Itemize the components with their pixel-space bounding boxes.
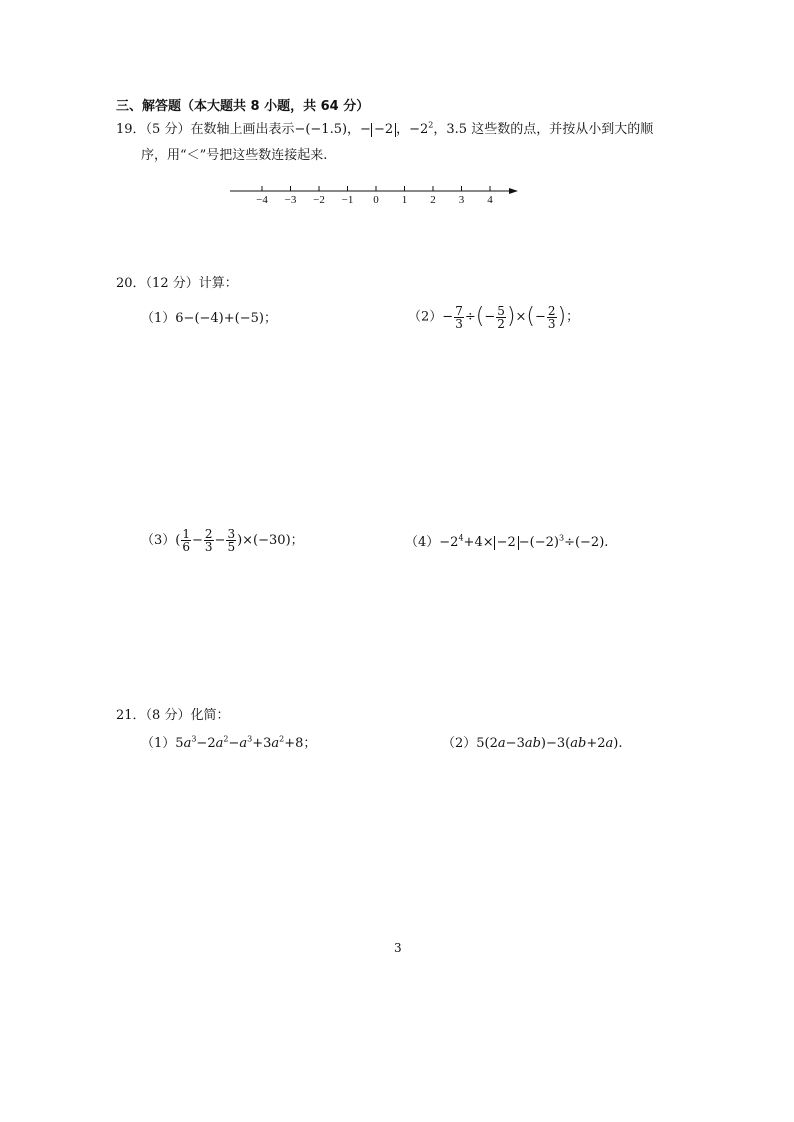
- numerator: 2: [204, 527, 213, 541]
- question-20: [116, 271, 238, 297]
- term: +2: [586, 736, 606, 751]
- expression: 6−(−4)+(−5)；: [175, 311, 277, 326]
- term: 5(2: [476, 736, 498, 751]
- term: −3: [505, 736, 525, 751]
- question-points: （8 分）: [145, 708, 191, 723]
- fraction: [226, 528, 236, 553]
- question-number: 19．: [116, 122, 146, 137]
- sign: −: [484, 309, 496, 325]
- part-label: （1）: [141, 736, 176, 751]
- numerator: 1: [182, 527, 190, 541]
- denominator: 3: [204, 540, 213, 554]
- part-label: （3）: [141, 533, 176, 548]
- number-line-tick-label: 2: [430, 194, 436, 206]
- operator: −: [214, 533, 226, 548]
- number-line-tick-label: 1: [401, 194, 408, 206]
- variable: ab: [524, 736, 541, 751]
- numerator: 5: [497, 303, 505, 318]
- number-line-tick-label: −4: [256, 194, 268, 206]
- denominator: 3: [455, 316, 463, 331]
- question-text: ，−2: [396, 122, 429, 137]
- expression: +4×: [463, 535, 494, 550]
- part-label: （4）: [405, 535, 440, 550]
- denominator: 3: [547, 316, 556, 331]
- sign: −: [534, 309, 546, 325]
- question-points: （5 分）: [145, 122, 191, 137]
- q20-part-1: [141, 306, 277, 332]
- denominator: 5: [227, 540, 236, 554]
- number-line-tick-label: 0: [373, 194, 379, 206]
- q21-part-2: [442, 731, 622, 757]
- question-21: [116, 703, 229, 729]
- variable: a: [239, 736, 248, 751]
- exponent: 3: [191, 734, 197, 744]
- term: +8；: [284, 736, 317, 751]
- question-text: ，3.5 这些数的点，并按从小到大的顺: [433, 122, 654, 137]
- term: )−3(: [540, 736, 571, 751]
- question-19-line2: 序，用“＜”号把这些数连接起来.: [141, 148, 328, 163]
- exponent: 2: [223, 734, 229, 744]
- part-label: （2）: [408, 309, 443, 325]
- expression: −(−2): [518, 535, 559, 550]
- number-line-tick-label: −1: [341, 194, 354, 206]
- section-title: 三、解答题（本大题共 8 小题，共 64 分）: [116, 99, 370, 114]
- fraction: [181, 528, 191, 553]
- question-instruction: 计算：: [198, 276, 238, 291]
- numerator: 3: [227, 527, 236, 541]
- expression: ÷(−2).: [564, 535, 609, 550]
- q20-part-4: [405, 530, 608, 556]
- term: −2: [196, 736, 216, 751]
- expression: )×(−30)；: [237, 533, 304, 548]
- q21-part-1: [141, 731, 316, 757]
- number-line-tick-label: −3: [284, 194, 297, 206]
- term: 5: [175, 736, 184, 751]
- exponent: 2: [279, 734, 285, 744]
- denominator: 2: [497, 316, 505, 331]
- number-line-arrow: [509, 188, 518, 194]
- exponent: 3: [247, 734, 253, 744]
- variable: a: [215, 736, 224, 751]
- numerator: 2: [547, 303, 556, 318]
- operator: −: [442, 309, 454, 325]
- fraction: [496, 305, 506, 330]
- q20-part-3: [141, 526, 304, 556]
- variable: a: [497, 736, 506, 751]
- question-19: [116, 117, 653, 143]
- q20-part-2: （2）− $\frac{7}{3}$ ÷(− $\frac{5}{2}$ )×(− $\frac{2}{3}$ )；: [408, 303, 580, 331]
- number-line: [228, 181, 524, 211]
- question-number: 20．: [116, 276, 146, 291]
- variable: ab: [570, 736, 587, 751]
- operator: ÷: [464, 309, 476, 325]
- numerator: 7: [455, 303, 463, 318]
- number-line-tick-label: −2: [313, 194, 325, 206]
- exponent: 2: [428, 120, 434, 130]
- term: −: [228, 736, 240, 751]
- operator: ×: [515, 309, 527, 325]
- question-text: 在数轴上画出表示−(−1.5)，−: [190, 122, 371, 137]
- variable: a: [183, 736, 192, 751]
- fraction: [547, 305, 557, 330]
- question-points: （12 分）: [145, 276, 199, 291]
- exponent: 4: [458, 533, 464, 543]
- variable: a: [271, 736, 280, 751]
- variable: a: [605, 736, 614, 751]
- part-label: （1）: [141, 311, 176, 326]
- page-number: 3: [394, 941, 402, 955]
- term: +3: [252, 736, 272, 751]
- fraction: [454, 305, 464, 330]
- denominator: 6: [182, 540, 190, 554]
- number-line-tick-label: 4: [487, 194, 493, 206]
- term: ).: [613, 736, 623, 751]
- paren: (: [175, 533, 181, 548]
- punctuation: ；: [566, 309, 580, 325]
- absolute-value: −2: [371, 123, 396, 137]
- number-line-svg: [228, 181, 524, 211]
- question-number: 21．: [116, 708, 146, 723]
- operator: −: [192, 533, 203, 548]
- part-label: （2）: [442, 736, 477, 751]
- question-instruction: 化简：: [190, 708, 230, 723]
- absolute-value: −2: [494, 536, 519, 550]
- fraction: [204, 528, 214, 553]
- exponent: 3: [558, 533, 565, 543]
- number-line-tick-label: 3: [458, 194, 465, 206]
- expression: −2: [439, 535, 459, 550]
